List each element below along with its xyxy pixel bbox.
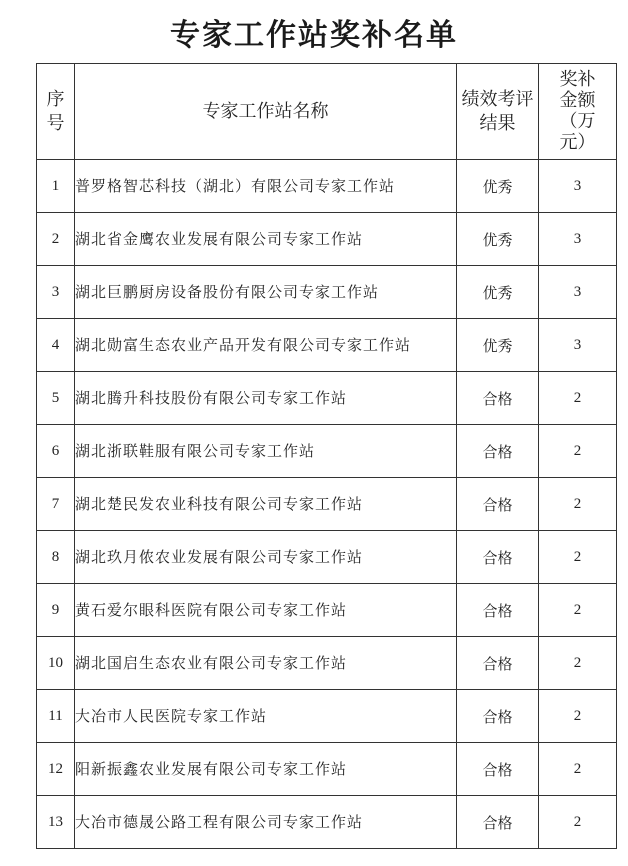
- table-header-row: [37, 64, 617, 160]
- table-row: [37, 425, 617, 478]
- cell-result: 合格: [457, 372, 539, 425]
- cell-name: 湖北国启生态农业有限公司专家工作站: [75, 637, 457, 690]
- cell-amount: 2: [539, 584, 617, 637]
- cell-name: 湖北浙联鞋服有限公司专家工作站: [75, 425, 457, 478]
- table-row: [37, 319, 617, 372]
- header-result: 绩效考评结果: [457, 64, 539, 160]
- cell-index: 12: [37, 743, 75, 796]
- cell-amount: 3: [539, 319, 617, 372]
- cell-amount: 3: [539, 266, 617, 319]
- cell-name: 普罗格智芯科技（湖北）有限公司专家工作站: [75, 160, 457, 213]
- cell-index: 1: [37, 160, 75, 213]
- awards-table: [36, 63, 617, 849]
- cell-amount: 2: [539, 478, 617, 531]
- cell-amount: 2: [539, 743, 617, 796]
- cell-amount: 3: [539, 160, 617, 213]
- cell-amount: 2: [539, 637, 617, 690]
- cell-amount: 2: [539, 531, 617, 584]
- cell-result: 合格: [457, 743, 539, 796]
- cell-result: 合格: [457, 531, 539, 584]
- cell-name: 湖北腾升科技股份有限公司专家工作站: [75, 372, 457, 425]
- cell-result: 合格: [457, 690, 539, 743]
- table-row: [37, 372, 617, 425]
- cell-name: 湖北巨鹏厨房设备股份有限公司专家工作站: [75, 266, 457, 319]
- cell-result: 合格: [457, 796, 539, 849]
- page-title: 专家工作站奖补名单: [170, 18, 458, 53]
- cell-amount: 2: [539, 690, 617, 743]
- table-row: [37, 478, 617, 531]
- cell-name: 大冶市人民医院专家工作站: [75, 690, 457, 743]
- cell-index: 11: [37, 690, 75, 743]
- table-row: [37, 213, 617, 266]
- table-row: [37, 584, 617, 637]
- cell-index: 2: [37, 213, 75, 266]
- cell-result: 优秀: [457, 319, 539, 372]
- cell-amount: 3: [539, 213, 617, 266]
- cell-index: 3: [37, 266, 75, 319]
- cell-result: 合格: [457, 584, 539, 637]
- table-row: [37, 160, 617, 213]
- cell-index: 5: [37, 372, 75, 425]
- table-row: [37, 637, 617, 690]
- cell-result: 优秀: [457, 266, 539, 319]
- cell-result: 优秀: [457, 160, 539, 213]
- cell-index: 10: [37, 637, 75, 690]
- cell-name: 湖北省金鹰农业发展有限公司专家工作站: [75, 213, 457, 266]
- header-index: 序号: [37, 64, 75, 160]
- table-row: [37, 266, 617, 319]
- cell-index: 13: [37, 796, 75, 849]
- cell-name: 湖北玖月侬农业发展有限公司专家工作站: [75, 531, 457, 584]
- table-row: [37, 690, 617, 743]
- cell-amount: 2: [539, 796, 617, 849]
- cell-index: 9: [37, 584, 75, 637]
- table-row: [37, 531, 617, 584]
- table-row: [37, 743, 617, 796]
- table-row: [37, 796, 617, 849]
- cell-amount: 2: [539, 425, 617, 478]
- cell-name: 湖北勋富生态农业产品开发有限公司专家工作站: [75, 319, 457, 372]
- cell-amount: 2: [539, 372, 617, 425]
- cell-index: 4: [37, 319, 75, 372]
- cell-result: 合格: [457, 637, 539, 690]
- header-amount: 奖补金额（万元）: [539, 64, 617, 160]
- cell-result: 合格: [457, 425, 539, 478]
- cell-name: 阳新振鑫农业发展有限公司专家工作站: [75, 743, 457, 796]
- cell-name: 大冶市德晟公路工程有限公司专家工作站: [75, 796, 457, 849]
- cell-index: 6: [37, 425, 75, 478]
- cell-index: 7: [37, 478, 75, 531]
- cell-name: 黄石爱尔眼科医院有限公司专家工作站: [75, 584, 457, 637]
- cell-name: 湖北楚民发农业科技有限公司专家工作站: [75, 478, 457, 531]
- cell-result: 优秀: [457, 213, 539, 266]
- cell-index: 8: [37, 531, 75, 584]
- cell-result: 合格: [457, 478, 539, 531]
- header-name: 专家工作站名称: [75, 64, 457, 160]
